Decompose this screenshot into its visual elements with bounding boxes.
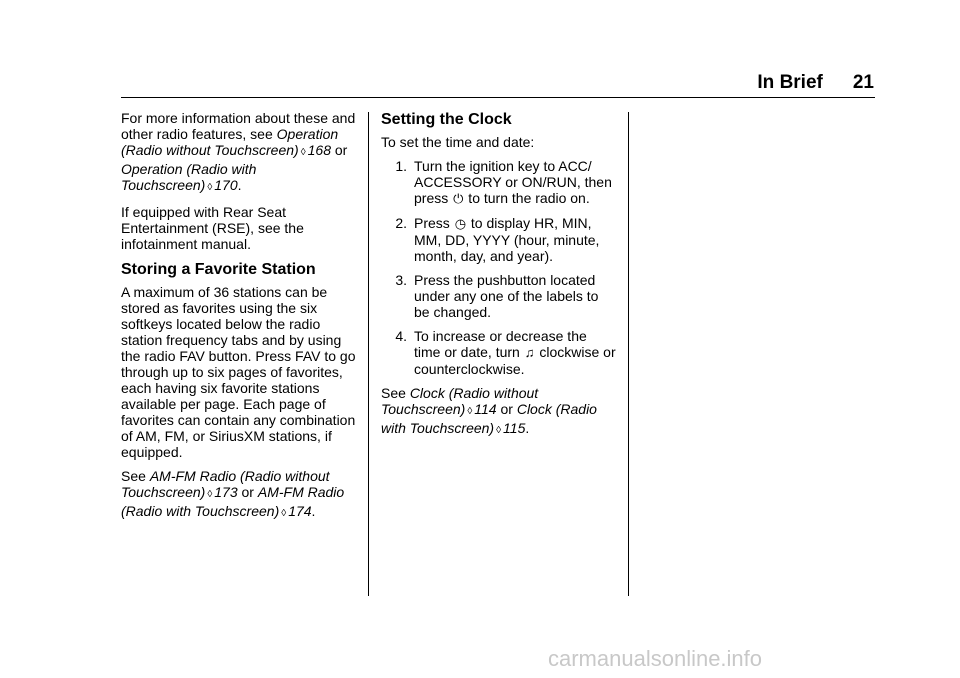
favorite-station-heading: Storing a Favorite Station [121, 261, 316, 278]
page-ref-icon: ◊ [207, 489, 213, 500]
column-divider [628, 112, 629, 596]
am-fm-see-paragraph: See AM-FM Radio (Radio without Touchscreen) ◊ 173 or AM-FM Radio (Radio with Touchscreen) ◊ 174. [121, 468, 345, 519]
page-ref-icon: ◊ [467, 406, 473, 417]
list-item: 3. Press the pushbutton located under any one of the labels to be changed. [381, 272, 617, 320]
page-ref-icon: ◊ [207, 182, 213, 193]
tune-knob-icon: ♫ [524, 345, 535, 360]
step-number: 1. [395, 158, 407, 174]
step-number: 3. [395, 272, 407, 288]
list-item: 1. Turn the ignition key to ACC/ ACCESSORY or ON/RUN, then press ⏻ to turn the radio on. [381, 158, 617, 207]
step-number: 2. [395, 215, 407, 231]
clock-intro: To set the time and date: [381, 134, 535, 150]
page-number: 21 [852, 72, 874, 93]
xref-am-fm-touchscreen[interactable]: AM-FM Radio (Radio with Touchscreen) [121, 484, 345, 519]
clock-steps [381, 158, 617, 377]
xref-page[interactable]: 173 [214, 484, 238, 500]
clock-icon: ◷ [454, 216, 467, 231]
xref-page[interactable]: 170 [214, 177, 238, 193]
clock-see-paragraph: See Clock (Radio without Touchscreen) ◊ 114 or Clock (Radio with Touchscreen) ◊ 115. [381, 385, 597, 436]
column-divider [368, 112, 369, 596]
left-column [121, 110, 357, 530]
running-header [757, 72, 874, 94]
rse-paragraph: If equipped with Rear Seat Entertainment (RSE), see the infotainment manual. [121, 204, 304, 252]
xref-page[interactable]: 174 [288, 503, 312, 519]
xref-page[interactable]: 114 [474, 401, 497, 417]
list-item: 4. To increase or decrease the time or date, turn ♫ clockwise or counterclockwise. [381, 328, 617, 377]
xref-clock-touchscreen[interactable]: Clock (Radio with Touchscreen) [381, 401, 597, 436]
section-title: In Brief [757, 72, 823, 93]
favorites-paragraph: A maximum of 36 stations can be stored as favorites using the six softkeys located below the radio station frequency tabs and by using the radio FAV button. Press FAV to go through up to six pages of favorites, each having six favorite stations available per page. Each page of favorites can contain any combination of AM, FM, or SiriusXM stations, if equipped. [121, 284, 356, 460]
xref-page[interactable]: 168 [307, 142, 331, 158]
power-icon: ⏻ [453, 191, 464, 206]
list-item: 2. Press ◷ to display HR, MIN, MM, DD, YYYY (hour, minute, month, day, and year). [381, 215, 617, 264]
step-number: 4. [395, 328, 407, 344]
xref-am-fm-no-touchscreen[interactable]: AM-FM Radio (Radio without Touchscreen) [121, 468, 330, 500]
xref-clock-no-touchscreen[interactable]: Clock (Radio without Touchscreen) [381, 385, 539, 417]
xref-operation-touchscreen[interactable]: Operation (Radio with Touchscreen) [121, 161, 257, 193]
watermark: carmanualsonline.info [548, 646, 763, 671]
xref-page[interactable]: 115 [503, 420, 526, 436]
xref-operation-no-touchscreen[interactable]: Operation (Radio without Touchscreen) [121, 126, 339, 158]
page-ref-icon: ◊ [300, 147, 306, 158]
radio-features-paragraph: For more information about these and other radio features, see Operation (Radio without Touchscreen) ◊ 168 or Operation (Radio with Touchscreen) ◊ 170. [121, 110, 356, 193]
page-ref-icon: ◊ [281, 508, 287, 519]
clock-heading: Setting the Clock [381, 111, 512, 128]
header-rule [121, 97, 875, 98]
middle-column [381, 110, 617, 447]
page-ref-icon: ◊ [496, 425, 502, 436]
